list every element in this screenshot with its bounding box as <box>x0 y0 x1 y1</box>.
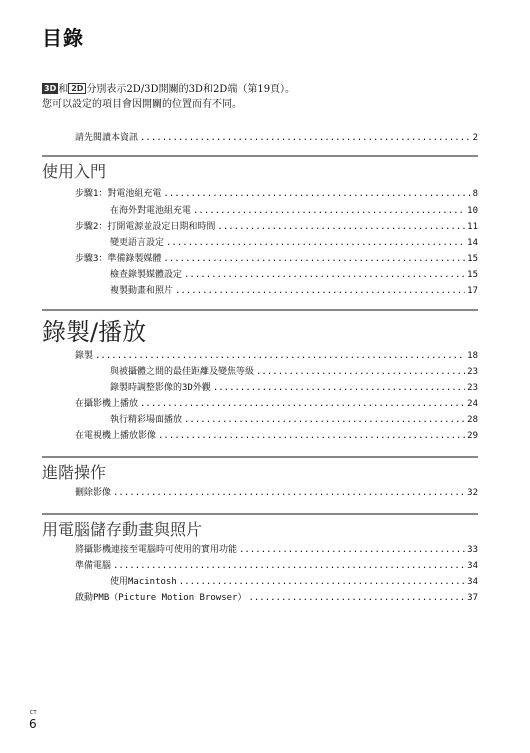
intro-note <box>42 82 295 112</box>
toc-entry-label: 複製動畫和照片 <box>110 286 174 296</box>
leader-dots <box>140 399 465 409</box>
toc-entry-label: 變更語言設定 <box>110 238 165 248</box>
badge-3d: 3D <box>44 84 57 93</box>
toc-entry-label: 錄製時調整影像的3D外觀 <box>110 383 211 393</box>
toc-entry-label: 請先閱讀本資訊 <box>75 133 139 143</box>
toc-entry[interactable] <box>110 267 478 281</box>
toc-entry-page: 23 <box>467 383 478 393</box>
toc-entry-label: 步驟1：對電池組充電 <box>75 189 162 199</box>
leader-dots <box>163 189 470 199</box>
toc-entry-page: 11 <box>467 222 478 232</box>
section-title: 用電腦儲存動畫與照片 <box>42 520 203 539</box>
toc-entry[interactable] <box>75 130 478 144</box>
toc-entry-label: 步驟2：打開電源並設定日期和時間 <box>75 222 216 232</box>
footer-language-code: CT <box>30 710 37 716</box>
leader-dots <box>113 488 465 498</box>
toc-entry-page: 24 <box>467 399 478 409</box>
leader-dots <box>95 351 465 361</box>
toc-entry-page: 32 <box>467 488 478 498</box>
leader-dots <box>184 415 465 425</box>
toc-entry[interactable] <box>110 412 478 426</box>
toc-entry[interactable] <box>75 396 478 410</box>
section-title: 錄製/播放 <box>42 318 147 346</box>
leader-dots <box>166 238 465 248</box>
toc-entry[interactable] <box>110 235 478 249</box>
toc-entry-page: 14 <box>467 238 478 248</box>
toc-entry-label: 在攝影機上播放 <box>75 399 139 409</box>
leader-dots <box>217 222 465 232</box>
toc-entry-page: 18 <box>467 351 478 361</box>
toc-entry[interactable] <box>75 348 478 362</box>
intro-line-2: 您可以設定的項目會因開關的位置而有不同。 <box>42 99 242 110</box>
toc-entry[interactable] <box>75 542 478 556</box>
toc-entry-label: 刪除影像 <box>75 488 112 498</box>
section-computer <box>42 513 478 540</box>
page-number: 6 <box>29 717 37 731</box>
toc-entry[interactable] <box>75 251 478 265</box>
toc-entry-page: 37 <box>467 593 478 603</box>
toc-entry-page: 28 <box>467 415 478 425</box>
leader-dots <box>193 206 465 216</box>
toc-entry[interactable] <box>75 186 478 200</box>
toc-entry[interactable] <box>75 590 478 604</box>
toc-entry-label: 使用Macintosh <box>110 577 177 587</box>
page-title: 目錄 <box>42 26 84 50</box>
toc-entry-label: 檢查錄製媒體設定 <box>110 270 183 280</box>
toc-entry-page: 2 <box>472 133 478 143</box>
toc-entry-label: 在海外對電池組充電 <box>110 206 192 216</box>
section-getting-started <box>42 155 478 182</box>
toc-entry-label: 錄製 <box>75 351 94 361</box>
toc-entry-page: 34 <box>467 577 478 587</box>
leader-dots <box>175 286 465 296</box>
toc-entry-label: 步驟3：準備錄製媒體 <box>75 254 162 264</box>
toc-entry-page: 15 <box>467 254 478 264</box>
toc-entry-label: 與被攝體之間的最佳距離及變焦等級 <box>110 367 255 377</box>
leader-dots <box>113 561 465 571</box>
toc-entry[interactable] <box>110 380 478 394</box>
section-title: 進階操作 <box>42 463 107 482</box>
leader-dots <box>239 545 465 555</box>
toc-entry[interactable] <box>110 203 478 217</box>
leader-dots <box>213 383 465 393</box>
leader-dots <box>140 133 471 143</box>
toc-entry-page: 34 <box>467 561 478 571</box>
toc-entry-label: 在電視機上播放影像 <box>75 431 157 441</box>
section-record-playback <box>42 309 478 347</box>
toc-entry-page: 33 <box>467 545 478 555</box>
toc-entry-page: 15 <box>467 270 478 280</box>
toc-entry-page: 23 <box>467 367 478 377</box>
intro-conj: 和 <box>58 84 69 95</box>
intro-line1-text: 分別表示2D/3D開關的3D和2D端（第19頁）。 <box>86 84 296 95</box>
toc-entry-label: 執行精彩場面播放 <box>110 415 183 425</box>
badge-2d: 2D <box>68 83 86 94</box>
toc-entry[interactable] <box>75 219 478 233</box>
toc-entry[interactable] <box>110 364 478 378</box>
leader-dots <box>158 431 465 441</box>
intro-line-1 <box>42 82 295 97</box>
toc-entry[interactable] <box>75 428 478 442</box>
leader-dots <box>184 270 465 280</box>
section-title: 使用入門 <box>42 162 107 181</box>
leader-dots <box>248 593 465 603</box>
toc-entry-page: 29 <box>467 431 478 441</box>
section-advanced <box>42 456 478 483</box>
toc-entry[interactable] <box>75 558 478 572</box>
toc-entry[interactable] <box>75 485 478 499</box>
toc-entry[interactable] <box>110 574 478 588</box>
toc-entry[interactable] <box>110 283 478 297</box>
toc-entry-page: 8 <box>472 189 478 199</box>
leader-dots <box>256 367 465 377</box>
toc-entry-label: 準備電腦 <box>75 561 112 571</box>
toc-entry-page: 17 <box>467 286 478 296</box>
toc-entry-label: 將攝影機連接至電腦時可使用的實用功能 <box>75 545 238 555</box>
leader-dots <box>179 577 465 587</box>
leader-dots <box>163 254 465 264</box>
toc-entry-page: 10 <box>467 206 478 216</box>
toc-entry-label: 啟動PMB（Picture Motion Browser） <box>75 593 247 603</box>
